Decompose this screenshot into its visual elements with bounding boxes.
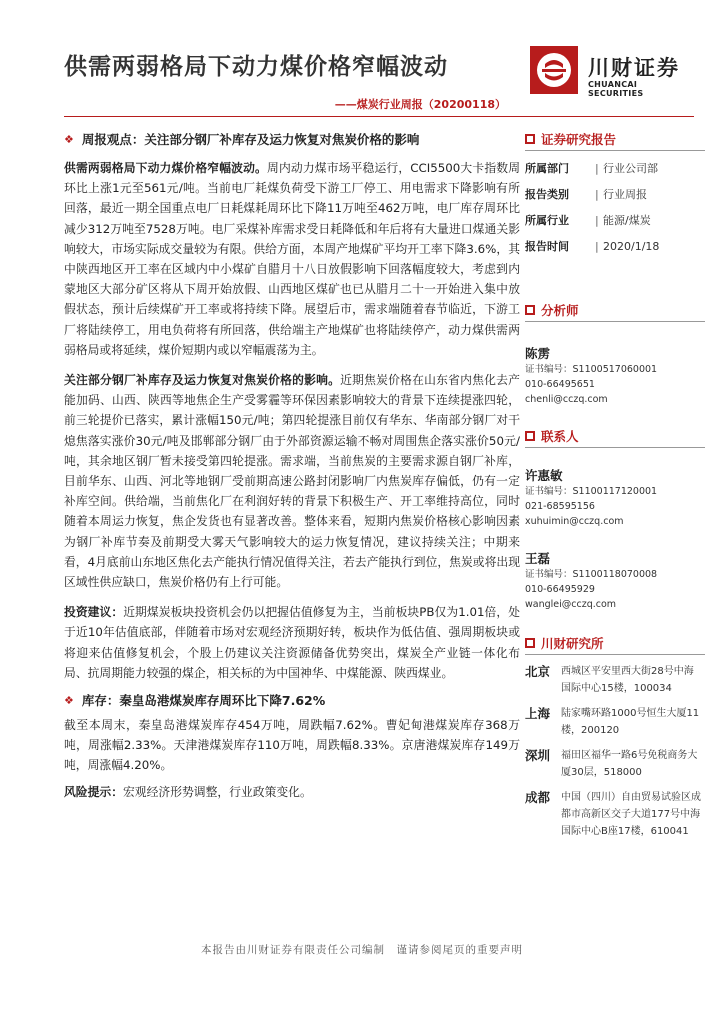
view-section-head: [64, 130, 520, 148]
field-separator: |: [595, 161, 599, 175]
sidebar-divider: [525, 654, 705, 655]
field-row: [525, 233, 705, 259]
sidebar-divider: [525, 447, 705, 448]
field-key: 报告时间: [525, 240, 569, 253]
institute-head-text: 川财研究所: [541, 636, 604, 651]
analyst-cert: 证书编号：S1100517060001: [525, 364, 658, 375]
inventory-head-text: 库存：秦皇岛港煤炭库存周环比下降7.62%: [81, 693, 326, 709]
contact-name: 许惠敏: [525, 468, 563, 483]
company-logo: [528, 44, 688, 100]
contact-email[interactable]: xuhuimin@cczq.com: [525, 516, 624, 527]
analyst-head-text: 分析师: [541, 303, 579, 318]
logo-emblem-icon: [528, 44, 580, 96]
field-value: 行业周报: [603, 188, 647, 201]
page-title: 供需两弱格局下动力煤价格窄幅波动: [64, 53, 448, 80]
square-bullet-icon: [525, 638, 535, 648]
paragraph-coal: [64, 158, 520, 360]
address-row: [525, 663, 705, 697]
para-invest-text: 近期煤炭板块投资机会仍以把握估值修复为主，当前板块PB仅为1.01倍，处于近10年估值底部，伴随着市场对宏观经济预期好转，板块作为低估值、强周期板块或将迎来估值修复机会，个股上仍建议关注资源储备优势突出，煤炭全产业链一体化布局、抗周期能力较强的煤企，相关标的为中国神华、中煤能源、陕西煤业。: [64, 605, 520, 680]
sidebar-divider: [525, 321, 705, 322]
diamond-bullet-icon: ❖: [64, 693, 74, 707]
contact-head: [525, 427, 705, 445]
address-row: [525, 789, 705, 840]
field-separator: |: [595, 187, 599, 201]
square-bullet-icon: [525, 305, 535, 315]
address-city: 深圳: [525, 748, 551, 763]
address-city: 北京: [525, 664, 551, 679]
field-separator: |: [595, 213, 599, 227]
page-footer: 本报告由川财证券有限责任公司编制 谨请参阅尾页的重要声明: [201, 944, 523, 956]
report-info-head-text: 证券研究报告: [541, 132, 617, 147]
address-row: [525, 747, 705, 781]
report-subtitle: ——煤炭行业周报（20200118）: [334, 98, 506, 111]
analyst-email[interactable]: chenli@cczq.com: [525, 394, 608, 405]
field-value: 行业公司部: [603, 162, 658, 175]
para-invest-lead: 投资建议：: [64, 605, 124, 620]
para-coal-text: 周内动力煤市场平稳运行，CCI5500大卡指数周环比上涨1元至561元/吨。当前电厂耗煤负荷受下游工厂停工、用电需求下降影响有所回落，最近一期全国重点电厂日耗煤耗周环比下降11万吨至462万吨，电厂库存周环比减少312万吨至7528万吨。电厂采煤补库需求受日耗降低和年后将有大量进口煤通关影响较大，市场实际成交量较为有限。供给方面，本周产地煤矿平均开工率下降3.6%，其中陕西地区开工率在区域内中小煤矿自腊月十八日放假影响下回落幅度较大，考虑到内蒙地区大部分矿区将从下周开始放假、山西地区煤矿也已从腊月二十一开始进入集中放假状态，预计后续煤矿开工率或将持续下降。展望后市，需求端随着春节临近，下游工厂将陆续停工，用电负荷将有所回落，供给端主产地煤矿也将陆续停产，动力煤供需两弱格局或将延续，煤价短期内或以窄幅震荡为主。: [64, 161, 520, 357]
para-risk-text: 宏观经济形势调整，行业政策变化。: [123, 784, 312, 799]
paragraph-invest: [64, 602, 520, 683]
report-fields: [525, 155, 705, 259]
paragraph-risk: [64, 782, 520, 802]
para-coke-text: 近期焦炭价格在山东省内焦化去产能加码、山西、陕西等地焦企生产受雾霾等环保因素影响较大的背景下连续提涨四轮，前三轮提价已落实，累计涨幅150元/吨；第四轮提涨目前仅有华东、华南部分钢厂对干熄焦落实涨价30元/吨及邯郸部分钢厂由于外部资源运输不畅对周围焦企落实涨价50元/吨，其余地区钢厂暂未接受第四轮提涨。需求端，当前焦炭的主要需求源自钢厂补库，目前华东、山西、河北等地钢厂受前期高速公路封闭影响厂内焦炭库存偏低，仍有一定补库空间。供给端，当前焦化厂在利润好转的背景下积极生产、开工率维持高位，同时随着本周运力恢复，焦企发货也有显著改善。整体来看，短期内焦炭价格核心影响因素为钢厂补库节奏及前期受大雾天气影响较大的运力恢复情况，建议持续关注；中期来看，4月底前山东地区焦化去产能执行情况值得关注，若去产能执行到位，焦炭或将出现区域性供应缺口，焦炭价格仍有上行可能。: [64, 373, 520, 590]
address-text: 福田区福华一路6号免税商务大厦30层，518000: [561, 750, 698, 778]
field-row: [525, 155, 705, 181]
contact-phone: 010-66495929: [525, 584, 595, 595]
contact-cert: 证书编号：S1100117120001: [525, 486, 658, 497]
contact-name: 王磊: [525, 551, 551, 566]
field-key: 所属部门: [525, 162, 569, 175]
sidebar: [525, 130, 705, 840]
main-content: [64, 130, 520, 802]
para-coke-lead: 关注部分钢厂补库存及运力恢复对焦炭价格的影响。: [64, 373, 341, 388]
address-city: 成都: [525, 790, 551, 805]
view-head-text: 周报观点：关注部分钢厂补库存及运力恢复对焦炭价格的影响: [81, 132, 420, 147]
square-bullet-icon: [525, 431, 535, 441]
para-risk-lead: 风险提示：: [64, 784, 123, 799]
address-city: 上海: [525, 706, 551, 721]
address-text: 陆家嘴环路1000号恒生大厦11楼，200120: [561, 708, 700, 736]
square-bullet-icon: [525, 134, 535, 144]
contact-head-text: 联系人: [541, 429, 579, 444]
contact-cert: 证书编号：S1100118070008: [525, 569, 658, 580]
sidebar-divider: [525, 150, 705, 151]
para-coal-lead: 供需两弱格局下动力煤价格窄幅波动。: [64, 161, 268, 175]
address-text: 西城区平安里西大街28号中海国际中心15楼，100034: [561, 666, 694, 694]
paragraph-inventory: 截至本周末，秦皇岛港煤炭库存454万吨，周跌幅7.62%。曹妃甸港煤炭库存368万吨，周涨幅2.33%。天津港煤炭库存110万吨，周跌幅8.33%。京唐港煤炭库存149万吨，周涨幅4.20%。: [64, 718, 520, 773]
address-row: [525, 705, 705, 739]
paragraph-coke: [64, 370, 520, 592]
institute-head: [525, 634, 705, 652]
field-value: 2020/1/18: [603, 239, 660, 253]
field-key: 报告类别: [525, 188, 569, 201]
contact-phone: 021-68595156: [525, 501, 595, 512]
contact-email[interactable]: wanglei@cczq.com: [525, 599, 617, 610]
field-row: [525, 181, 705, 207]
analyst-head: [525, 301, 705, 319]
address-text: 中国（四川）自由贸易试验区成都市高新区交子大道177号中海国际中心B座17楼，610041: [561, 792, 701, 837]
field-value: 能源/煤炭: [603, 214, 651, 227]
logo-text-cn: 川财证券: [588, 56, 680, 80]
analyst-name: 陈雳: [525, 346, 551, 361]
analyst-phone: 010-66495651: [525, 379, 595, 390]
logo-text-en: CHUANCAI SECURITIES: [588, 80, 644, 98]
report-info-head: [525, 130, 705, 148]
field-row: [525, 207, 705, 233]
inventory-section-head: [64, 691, 520, 709]
header-divider: [64, 116, 694, 117]
field-separator: |: [595, 239, 599, 253]
diamond-bullet-icon: ❖: [64, 132, 74, 146]
field-key: 所属行业: [525, 214, 569, 227]
